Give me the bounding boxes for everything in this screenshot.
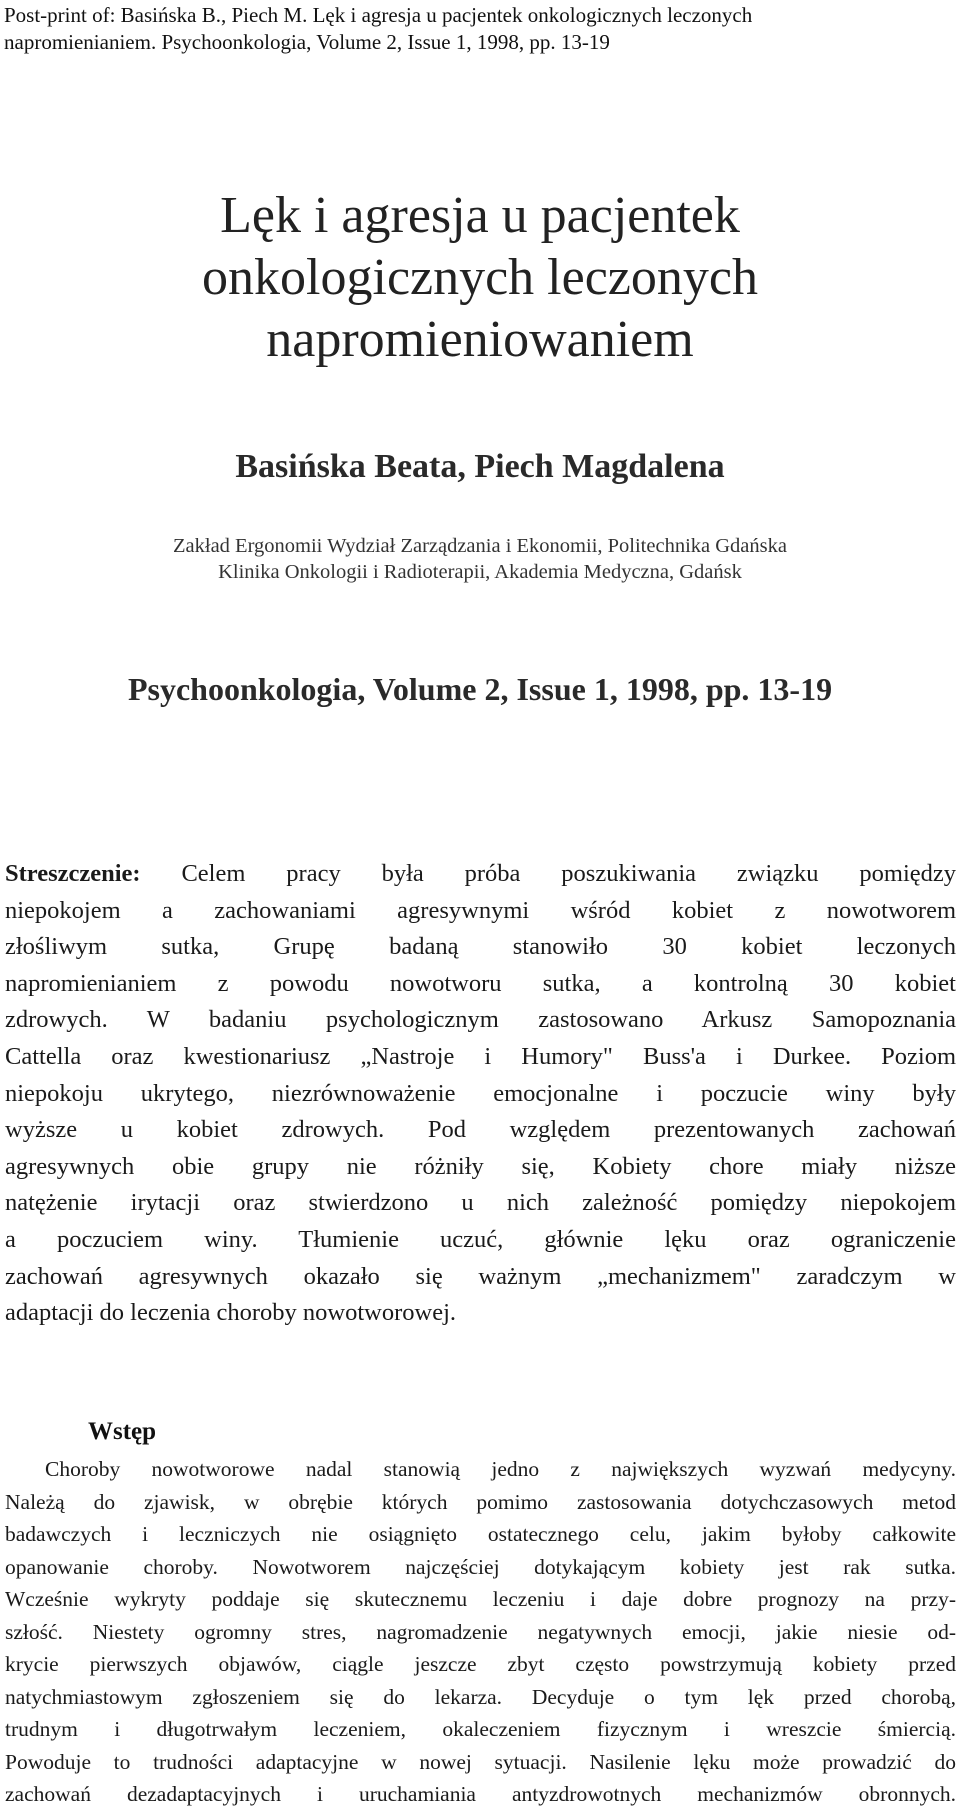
affiliation: Zakład Ergonomii Wydział Zarządzania i Ekonomii, Politechnika Gdańska [173,535,787,557]
abstract-text: Celem pracy była próba poszukiwania związku pomiędzy [140,860,956,887]
body-line: trudnym i długotrwałym leczeniem, okaleczeniem fizycznym i wreszcie śmiercią. [5,1717,956,1741]
body-line: zachowań dezadaptacyjnych i uruchamiania antyzdrowotnych mechanizmów obronnych. [5,1782,956,1806]
body-line: Powoduje to trudności adaptacyjne w nowej sytuacji. Nasilenie lęku może prowadzić do [5,1749,956,1774]
journal-citation: Psychoonkologia, Volume 2, Issue 1, 1998, pp. 13-19 [127,671,833,707]
abstract-line: złośliwym sutka, Grupę badaną stanowiło 30 kobiet leczonych [5,933,956,961]
abstract-line: niepokojem a zachowaniami agresywnymi wśród kobiet z nowotworem [5,896,956,924]
abstract-line: a poczuciem winy. Tłumienie uczuć, głównie lęku oraz ograniczenie [5,1225,956,1253]
body-line: opanowanie choroby. Nowotworem najczęściej dotykającym kobiety jest rak sutka. [5,1554,956,1579]
abstract-line: agresywnych obie grupy nie różniły się, Kobiety chore miały niższe [5,1152,956,1180]
body-line: Należą do zjawisk, w obrębie których pomimo zastosowania dotychczasowych metod [5,1489,956,1514]
abstract-line: wyższe u kobiet zdrowych. Pod względem prezentowanych zachowań [5,1116,956,1144]
postprint-note [4,2,954,56]
title-line: onkologicznych leczonych [202,249,758,306]
section-heading: Wstęp [88,1418,157,1445]
abstract-label: Streszczenie: [5,860,141,887]
abstract-line [5,856,956,893]
abstract-line: zdrowych. W badaniu psychologicznym zastosowano Arkusz Samopoznania [5,1006,956,1034]
abstract-line: zachowań agresywnych okazało się ważnym „mechanizmem" zaradczym w [5,1262,956,1290]
body-line: natychmiastowym zgłoszeniem się do lekarza. Decyduje o tym lęk przed chorobą, [5,1684,956,1709]
authors: Basińska Beata, Piech Magdalena [235,448,725,485]
abstract-line: Cattella oraz kwestionariusz „Nastroje i Humory" Buss'a i Durkee. Poziom [5,1042,956,1070]
title-line: napromieniowaniem [266,311,694,368]
abstract-line: napromienianiem z powodu nowotworu sutka, a kontrolną 30 kobiet [5,969,956,997]
body-line: Choroby nowotworowe nadal stanowią jedno z największych wyzwań medycyny. [45,1457,956,1481]
affiliation: Klinika Onkologii i Radioterapii, Akademia Medyczna, Gdańsk [218,561,742,583]
paper-title [0,185,960,371]
title-line: Lęk i agresja u pacjentek [220,187,740,244]
body-line: badawczych i leczniczych nie osiągnięto ostatecznego celu, jakim byłoby całkowite [5,1522,956,1546]
body-line: Wcześnie wykryty poddaje się skutecznemu leczeniu i daje dobre prognozy na przy- [5,1587,956,1611]
abstract-line: niepokoju ukrytego, niezrównoważenie emocjonalne i poczucie winy były [5,1079,956,1107]
postprint-line: Post-print of: Basińska B., Piech M. Lęk i agresja u pacjentek onkologicznych leczonych [4,3,753,27]
body-line: krycie pierwszych objawów, ciągle jeszcze zbyt często powstrzymują kobiety przed [5,1652,956,1676]
abstract-line: natężenie irytacji oraz stwierdzono u nich zależność pomiędzy niepokojem [5,1189,956,1217]
abstract-line: adaptacji do leczenia choroby nowotworowej. [5,1299,457,1327]
body-line: szłość. Niestety ogromny stres, nagromadzenie negatywnych emocji, jakie niesie od- [5,1619,956,1644]
postprint-line: napromienianiem. Psychoonkologia, Volume 2, Issue 1, 1998, pp. 13-19 [4,30,610,54]
abstract [5,856,956,1332]
section-body [5,1453,956,1811]
affiliations [0,533,960,585]
